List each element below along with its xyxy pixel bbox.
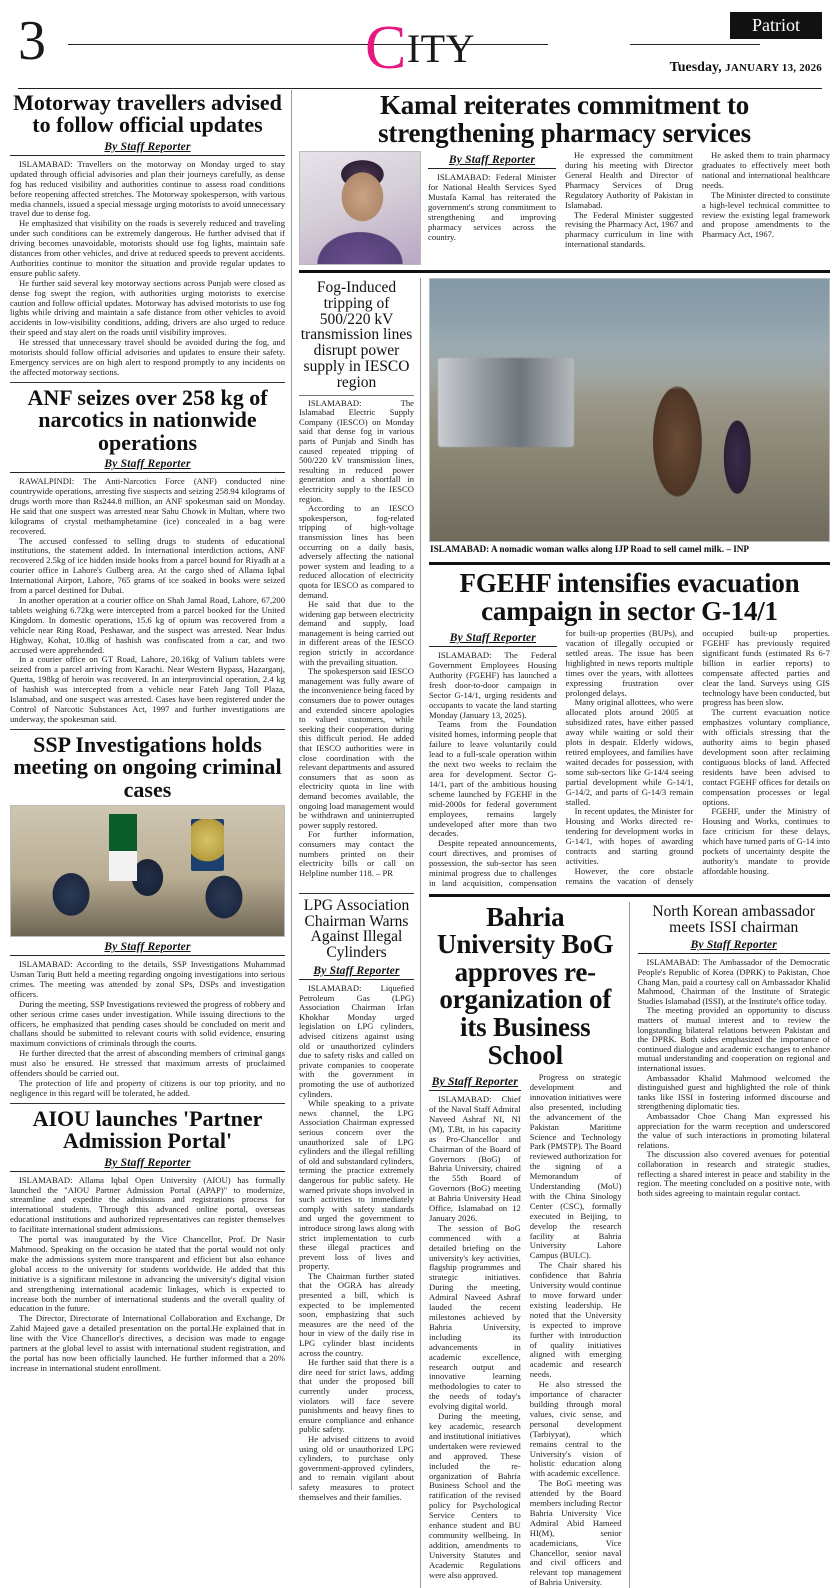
photo-camel-caption: ISLAMABAD: A nomadic woman walks along IJP Road to sell camel milk. – INP: [430, 544, 750, 555]
section-title-dropcap: C: [365, 14, 407, 82]
paragraph: Progress on strategic development and innovation initiatives were also presented, including the advancement of the Pakistan Maritime Science and Technology Park (PMSTP). The Board reviewed authorization for the signing of a Memorandum of Understanding (MoU) with the China Sinology Center (CSC), formally executed in Beijing, to develop the research facility at Bahria University Lahore Campus (BULC).: [529, 1072, 622, 1261]
paragraph: In another operation at a courier office on Shah Jamal Road, Lahore, 67,200 tablets weighing 6.72kg were intercepted from a parcel booked for the United Kingdom. In domestic operations, 15.6 kg of opium was recovered from a vehicle near Ring Road, Peshawar, and the suspect was arrested. Near Indus Highway, Kohat, 10.8kg of hashish was confiscated from a car, and two accused were apprehended.: [10, 595, 285, 655]
paragraph: He further said that there is a dire need for strict laws, adding that under the proposed bill currently under process, violators will face severe punishments and heavy fines to ensure compliance and enhance public safety.: [299, 1357, 414, 1435]
section-divider-thick: [429, 894, 830, 897]
column-left: [10, 90, 292, 1490]
paragraph: ISLAMABAD: The Ambassador of the Democratic People's Republic of Korea (DPRK) to Pakistan, Choe Chang Man, paid a courtesy call on Ambassador Khalid Mahmood, Chairman of the Institute of Strategic Studies Islamabad (ISSI), at the Institute's office today.: [637, 957, 830, 1006]
photo-ssp-meeting: [10, 805, 285, 937]
article-kamal-textblock: [428, 151, 830, 265]
paragraph: The BoG meeting was attended by the Board members including Rector Bahria University Vice Admiral Abid Hameed HI(M), senior academicians, Vice Chancellor, senior naval and civil officers and relevant top management of Bahria University.: [529, 1478, 622, 1588]
article-motorway-byline: By Staff Reporter: [104, 140, 191, 153]
publication-date: [670, 60, 822, 76]
byline-rule: [638, 953, 831, 954]
photo-kamal-frame: [299, 151, 421, 265]
paragraph: ISLAMABAD: The Federal Government Employees Housing Authority (FGEHF) has launched a fresh door-to-door campaign in Sector G-14/1, urging residents and occupants to vacate the land starting Monday (January 13, 2025).: [429, 650, 557, 720]
paragraph: He asked them to train pharmacy graduates to effectively meet both national and international healthcare needs.: [702, 150, 830, 190]
article-lpg-body: [299, 984, 414, 1502]
article-fgehf-columns: [429, 629, 830, 889]
photo-ssp-image: [11, 806, 284, 936]
article-lpg: [299, 889, 421, 1588]
bottomband: [429, 902, 830, 1588]
paragraph: He expressed the commitment during his meeting with Director General Health and Director of Pharmacy Services of Drug Regulatory Authority of Pakistan in Islamabad.: [565, 150, 693, 210]
byline-rule: [10, 955, 285, 956]
paragraph: The Minister directed to constitute a high-level technical committee to review the existing legal framework and propose amendments to the Pharmacy Act, 1967.: [702, 189, 830, 240]
byline-rule: [429, 1090, 521, 1091]
paragraph: Ambassador Choe Chang Man expressed his appreciation for the warm reception and underscored the value of such interactions in promoting bilateral relations.: [637, 1110, 830, 1150]
paragraph: According to an IESCO spokesperson, fog-related tripping of high-voltage transmission lines has been occurring on a daily basis, adversely affecting the national power system and leading to a reduced allocation of electricity quota for IESCO as compared to demand.: [299, 503, 414, 600]
paragraph: He further directed that the arrest of absconding members of criminal gangs must also be ensured. He stressed that maximum arrests of proclaimed offenders should be carried out.: [10, 1048, 285, 1079]
byline-rule: [428, 168, 556, 169]
paragraph: The discussion also covered avenues for potential collaboration in research and strategic studies, reflecting a shared interest in peace and stability in the region. The meeting concluded on a positive note, with both sides agreeing to maintain regular contact.: [637, 1149, 830, 1198]
article-bahria-byline: By Staff Reporter: [431, 1076, 518, 1089]
article-fgehf-byline: By Staff Reporter: [449, 632, 536, 645]
paragraph: Many original allottees, who were allocated plots around 2005 at subsidized rates, have either passed away while waiting or sold their plots in despair. Elderly widows, retired employees, and families have waited decades for possession, with some sub-sectors like G-14/4 seeing partial development while G-14/1, G-14/2, and parts of G-14/3 remain stalled.: [565, 697, 694, 807]
page-grid: [10, 90, 830, 1588]
article-lpg-byline: By Staff Reporter: [313, 965, 400, 978]
paragraph: He advised citizens to avoid using old or unauthorized LPG cylinders, to purchase only government-approved cylinders, and to remain vigilant about safety measures to protect themselves and their families.: [299, 1433, 414, 1502]
paragraph: He said that due to the widening gap between electricity demand and supply, load management is being carried out in different areas of the IESCO region strictly in accordance with the prevailing situation.: [299, 599, 414, 667]
article-aiou: [10, 1105, 285, 1374]
article-aiou-headline: AIOU launches 'Partner Admission Portal': [32, 1105, 263, 1154]
article-nkorea: [637, 902, 831, 1588]
paragraph: ISLAMABAD: The Islamabad Electric Supply Company (IESCO) on Monday said that dense fog in various parts of Punjab and Sindh has caused repeated tripping of 500/220 kV transmission lines, resulting in reduced power generation and a shortfall in electricity supply to the IESCO region.: [299, 397, 414, 504]
paragraph: The spokesperson said IESCO management was fully aware of the inconvenience being faced by consumers due to power outages and extended sincere apologies to valued customers, while seeking their cooperation during this difficult period. He added that IESCO authorities were in close coordination with the relevant departments and assured consumers that as soon as electricity quota in line with demand becomes available, the ongoing load management would be withdrawn and uninterrupted power supply restored.: [299, 666, 415, 830]
paragraph: ISLAMABAD: Allama Iqbal Open University (AIOU) has formally launched the "AIOU Partner Admission Portal (APAP)" to modernize, streamline and expedite the admissions and registrations process for international students. Through this advanced online portal, overseas educational institutions and authorized representatives can register themselves to facilitate international student admissions.: [10, 1174, 285, 1235]
article-fog-body: [299, 399, 414, 879]
paragraph: He stressed that unnecessary travel should be avoided during the fog, and motorists should follow official advisories and updates to ensure their safety. Emergency services are on high alert to respond promptly to any incidents on the affected motorway sections.: [10, 337, 285, 377]
article-fog: [299, 278, 421, 889]
article-aiou-byline: By Staff Reporter: [104, 1156, 191, 1169]
article-bahria-columns: [429, 1073, 622, 1588]
paragraph: The current evacuation notice emphasizes voluntary compliance, with officials stressing that the authority aims to begin phased development soon after reclaiming contiguous blocks of land. Affected residents have been advised to contact FGEHF offices for details on compensation processes or legal options.: [702, 707, 830, 807]
paragraph: For further information, consumers may contact the numbers printed on their electricity bills or call on Helpline number 118. – PR: [299, 829, 414, 878]
paragraph: The session of BoG commenced with a detailed briefing on the university's key activities, flagship programmes and strategic initiatives. During the meeting, Admiral Naveed Ashraf lauded the recent milestones achieved by Bahria University, including its advancements in academic excellence, research output and innovative learning methodologies to cater to the needs of today's evolving digital world.: [429, 1222, 521, 1412]
article-lpg-headline: LPG Association Chairman Warns Against Illegal Cylinders: [303, 896, 410, 962]
photo-camel-block: [428, 278, 830, 889]
date-weekday: Tuesday,: [669, 60, 722, 75]
article-kamal-columns: [428, 151, 830, 250]
article-motorway-headline: Motorway travellers advised to follow official updates: [13, 90, 282, 138]
article-aiou-body: [10, 1176, 285, 1374]
paragraph: ISLAMABAD: Chief of the Naval Staff Admiral Naveed Ashraf NI, NI (M), T.Bt, in his capacity as Pro-Chancellor and Chairman of the Board of Governors (BoG) of Bahria University, chaired the 55th Board of Governors (BoG) meeting at Bahria University Head Office, Islamabad on 12 January 2026.: [429, 1094, 521, 1223]
paragraph: RAWALPINDI: The Anti-Narcotics Force (ANF) conducted nine countrywide operations, arresting five suspects and seizing 258.94 kilograms of drugs worth more than Rs244.8 million, an ANF spokesman said on Monday. He said that one suspect was arrested near Sahu Chowk in Multan, where two kilograms of crystal methamphetamine (ice) concealed in a bag were recovered.: [10, 476, 285, 536]
article-fgehf-headline: FGEHF intensifies evacuation campaign in sector G-14/1: [459, 568, 800, 626]
midband: [299, 278, 830, 889]
paragraph: The meeting provided an opportunity to discuss matters of mutual interest and to review the longstanding bilateral relations between Pakistan and the DPRK. Both sides emphasized the importance of continued dialogue and academic exchanges to enhance mutual understanding and cooperation on regional and international issues.: [637, 1005, 830, 1073]
publication-logo: Patriot: [730, 12, 822, 39]
photo-camel: [429, 278, 830, 542]
section-divider-thick: [299, 270, 830, 273]
section-divider-thick: [429, 562, 830, 565]
paragraph: ISLAMABAD: Federal Minister for National Health Services Syed Mustafa Kamal has reiterated the government's strong commitment to strengthening and improving pharmacy services across the country.: [428, 172, 556, 242]
article-nkorea-byline: By Staff Reporter: [690, 939, 777, 952]
article-nkorea-body: [638, 958, 831, 1198]
article-kamal-headline: Kamal reiterates commitment to strengthening pharmacy services: [378, 90, 751, 148]
paragraph: ISLAMABAD: Liquefied Petroleum Gas (LPG) Association Chairman Irfan Khokhar Monday urged legislation on LPG cylinders, advised citizens against using old or unauthorized cylinders due to safety risks and called on private companies to cooperate with the government in promoting the use of authorized cylinders.: [299, 983, 414, 1099]
article-fgehf-body: [429, 629, 830, 889]
byline-rule: [10, 472, 285, 473]
paragraph: During the meeting, key academic, research and institutional initiatives undertaken were reviewed and approved. These included the re-organization of Bahria Business School and the ratification of the revised policy for Psychological Service Centers to enhance student and BU community wellbeing. In addition, amendments to University Statutes and Academic Regulations were also approved.: [429, 1411, 521, 1580]
article-nkorea-headline: North Korean ambassador meets ISSI chairman: [652, 902, 816, 936]
column-right-block: [292, 90, 830, 1588]
paragraph: Teams from the Foundation visited homes, informing people that failure to leave voluntarily could lead to a full-scale operation within the next two weeks to reclaim the area for development. Sector G-14/1, part of the ambitious housing scheme launched by FGEHF in the mid-2000s for federal government employees, remains largely undeveloped after more than two decades.: [429, 719, 557, 839]
section-divider: [10, 382, 285, 383]
paragraph: He also stressed the importance of character building through moral values, civic sense, and personal development (Tarbiyyat), which remains central to the University's vision of holistic education along with academic excellence.: [529, 1379, 622, 1479]
paragraph: However, the core obstacle remains the vacation of densely occupied built-up properties. FGEHF has previously required significant funds (estimated Rs 6-7 billion in earlier reports) to compensate affected parties and clear the land. Surveys using GIS technology have been conducted, but progress has been slow.: [565, 628, 830, 886]
article-kamal-layout: [299, 151, 830, 265]
masthead-bottom-rule: [18, 88, 822, 89]
paragraph: The protection of life and property of citizens is our top priority, and no negligence in this regard will be tolerated, he added.: [10, 1077, 285, 1098]
article-motorway: [10, 92, 285, 378]
byline-rule: [10, 155, 285, 156]
paragraph: Ambassador Khalid Mahmood welcomed the distinguished guest and highlighted the role of think tanks like ISSI in fostering informed discourse and strengthening diplomatic ties.: [637, 1072, 830, 1112]
paragraph: ISLAMABAD: Travellers on the motorway on Monday urged to stay updated through official advisories and plan their journeys carefully, as dense fog has reduced visibility and authorities continue to assess road conditions before reopening affected stretches. The Motorway spokesperson, with various media channels, issued a special message urging motorists to avoid unnecessary travel due to dense fog.: [10, 158, 286, 219]
masthead: [10, 12, 830, 90]
paragraph: The Chair shared his confidence that Bahria University would continue to move forward under existing leadership. He noted that the University is expected to improve further with introduction of quality initiatives aligned with emerging academic and research needs.: [529, 1260, 622, 1380]
paragraph: In recent updates, the Minister for Housing and Works directed re-tendering for development works in G-14/1, with hopes of awarding contracts and starting ground activities.: [565, 806, 694, 866]
article-kamal: [299, 92, 830, 273]
section-divider: [10, 729, 285, 730]
article-fog-headline: Fog-Induced tripping of 500/220 kV transmission lines disrupt power supply in IESCO region: [300, 279, 413, 391]
date-rest: JANUARY 13, 2026: [725, 62, 822, 74]
paragraph: The Chairman further stated that the OGRA has already presented a bill, which is expected to be implemented soon, emphasizing that such measures are the need of the hour in view of the daily rise in LPG cylinder blast incidents across the country.: [299, 1270, 414, 1358]
article-anf-byline: By Staff Reporter: [104, 458, 191, 471]
article-anf-headline: ANF seizes over 258 kg of narcotics in nationwide operations: [27, 384, 268, 455]
section-title-rest: ITY: [406, 26, 475, 71]
article-anf: [10, 384, 285, 725]
paragraph: While speaking to a private news channel, the LPG Association Chairman expressed serious concern over the unauthorized sale of LPG cylinders and the illegal refilling of old and substandard cylinders, terming the practice extremely dangerous for public safety. He warned private shops involved in such activities to immediately comply with safety standards and urged the government to introduce strong laws along with strict implementation to curb these illegal practices and prevent loss of lives and property.: [299, 1098, 414, 1272]
page-number: 3: [18, 10, 46, 72]
article-ssp-body: [10, 960, 285, 1099]
paragraph: In a courier office on GT Road, Lahore, 20.16kg of Valium tablets were seized from a parcel arriving from Karachi. Near Western Bypass, Hazarganj, Quetta, 198kg of heroin was recovered. In an interprovincial operation, 2.4 kg of hashish was intercepted from a vehicle near Fateh Jang Toll Plaza, Islamabad, and one suspect was arrested. Cases have been registered under the Control of Narcotic Substances Act, 1997 and further investigations are underway, the spokesman said.: [10, 654, 285, 724]
article-kamal-byline: By Staff Reporter: [448, 154, 536, 167]
article-bahria: [429, 902, 630, 1588]
lowerband-right: [428, 889, 830, 1588]
article-anf-body: [10, 477, 285, 725]
article-bahria-body: [429, 1073, 622, 1588]
section-divider: [299, 893, 414, 894]
photo-camel-image: [430, 279, 829, 541]
article-bahria-headline: Bahria University BoG approves re-organization of its Business School: [437, 901, 614, 1070]
byline-rule: [10, 1171, 285, 1172]
paragraph: The accused confessed to selling drugs to students of educational institutions, the statement added. In international interdiction actions, ANF recovered 2.5kg of ice hidden inside books from a parcel bound for Riyadh at a courier office in Lahore's Gulberg area. At the cargo shed of Allama Iqbal International Airport, Lahore, 765 grams of ice soaked in books were seized from a parcel destined for Dubai.: [10, 535, 285, 596]
article-ssp-headline: SSP Investigations holds meeting on ongoing criminal cases: [13, 731, 282, 802]
lowerband: [299, 889, 830, 1588]
article-ssp: [10, 731, 285, 1099]
paragraph: The Federal Minister suggested revising the Pharmacy Act, 1967 and pharmacy curriculum in line with international standards.: [565, 209, 693, 250]
paragraph: He further said several key motorway sections across Punjab were closed as dense fog swept the region, with authorities urging motorists to exercise caution and follow official updates. Motorway has advised motorists to use fog lights while driving and maintain a safe distance from other vehicles to avoid accidents in low-visibility conditions, adding, drivers are also urged to reduce their speed and stay alert on the roads until visibility improves.: [10, 277, 285, 338]
hairline: [299, 395, 414, 396]
section-divider: [10, 1103, 285, 1104]
paragraph: The portal was inaugurated by the Vice Chancellor, Prof. Dr Nasir Mahmood. Speaking on the occasion he stated that the portal would not only make the admissions system more transparent and efficient but also enhance global access to the university for students worldwide. He added that this initiative is a significant milestone in advancing the university's digital vision and strengthening international academic linkages, which is expected to increase both the number of international students and the overall quality of education in the future.: [10, 1234, 285, 1314]
byline-rule: [299, 979, 414, 980]
paragraph: FGEHF, under the Ministry of Housing and Works, continues to face criticism for these delays, which have turned parts of G-14 into pockets of uncertainty despite the authority's mandate to provide affordable housing.: [702, 806, 830, 876]
article-fgehf: [429, 570, 830, 889]
article-ssp-byline: By Staff Reporter: [104, 941, 191, 954]
paragraph: Despite repeated announcements, court directives, and promises of possession, the sub-sector has seen minimal progress due to challenges in land acquisition, compensation for built-up properties (BUPs), and vacation of illegally occupied or settled areas. The issue has been highlighted in news reports multiple times over the years, with allottees expressing frustration over prolonged delays.: [429, 628, 694, 888]
photo-kamal: [299, 151, 421, 265]
photo-kamal-image: [300, 152, 420, 264]
paragraph: During the meeting, SSP Investigations reviewed the progress of robbery and other serious crime cases under investigation. While issuing directions to the officers, he emphasized that pending cases should be concluded on merit and challans should be submitted to relevant courts with solid evidence, ensuring maximum convictions of criminals through the courts.: [10, 998, 285, 1049]
article-motorway-body: [10, 160, 285, 378]
byline-rule: [429, 646, 557, 647]
paragraph: The Director, Directorate of International Collaboration and Exchange, Dr Zahid Majeed gave a detailed presentation on the portal.He explained that in line with the Vice Chancellor's directives, a decision was made to engage partners at the global level to assist with international student registration, and the portal has now been officially launched. He further informed that a 20% increase in international student enrollment.: [10, 1313, 285, 1373]
paragraph: ISLAMABAD: According to the details, SSP Investigations Muhammad Usman Tariq Butt held a meeting regarding ongoing investigations into serious crimes. The meeting was attended by zonal SPs, DSPs and investigation officers.: [10, 959, 285, 999]
paragraph: He emphasized that visibility on the roads is severely reduced and traveling under such conditions can be extremely dangerous. He further advised that if driving becomes unavoidable, motorists should use fog lights, maintain safe distances from other vehicles, and drive at reduced speeds to prevent accidents. Authorities continue to monitor the situation and provide regular updates to ensure public safety.: [10, 218, 285, 278]
